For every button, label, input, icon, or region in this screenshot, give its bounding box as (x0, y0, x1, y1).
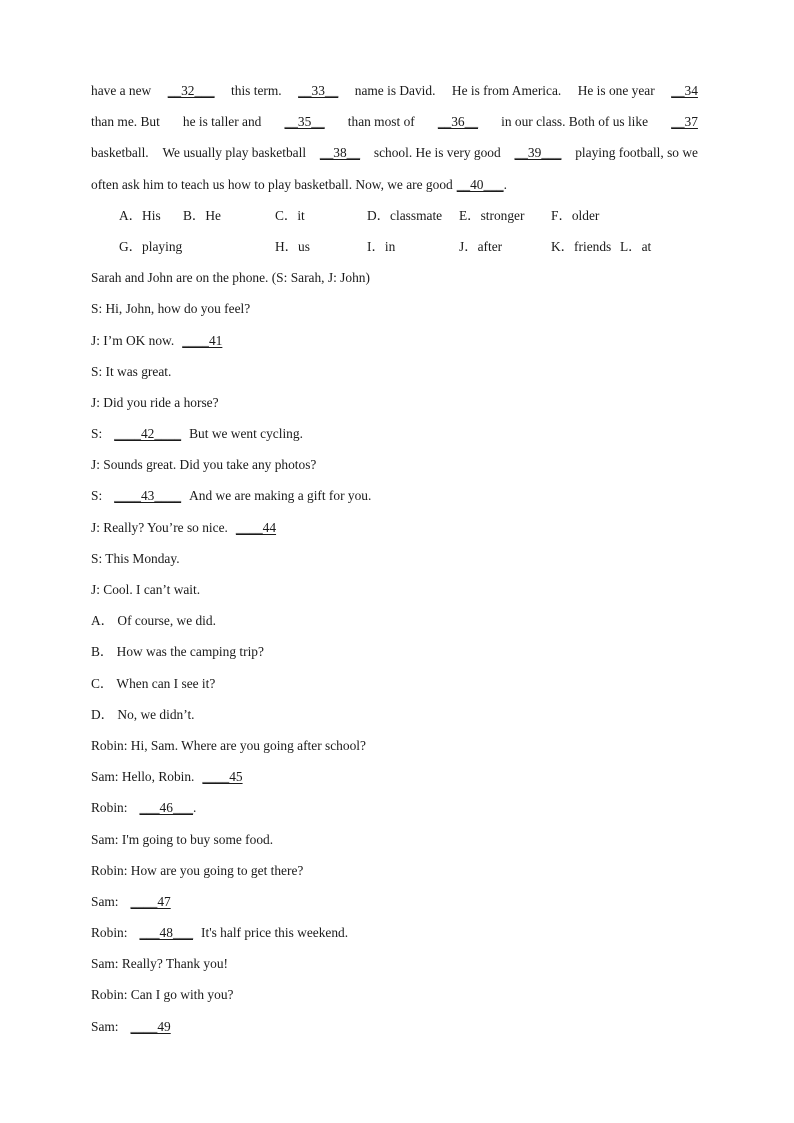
passage-text: than most of (347, 114, 415, 130)
blank-38[interactable]: __38__ (319, 145, 361, 161)
dialog1-line: S: This Monday. (91, 550, 180, 566)
passage-text: . (503, 176, 507, 192)
word-bank-row-1 (91, 207, 698, 238)
blank-36[interactable]: __36__ (437, 114, 479, 130)
dialog1-line: J: Really? You’re so nice. ____44 (91, 519, 277, 535)
dialog1-option-a[interactable]: A． Of course, we did. (91, 613, 216, 629)
dialog1-line: J: Did you ride a horse? (91, 394, 219, 410)
option-i[interactable]: I．in (367, 238, 396, 254)
dialog1-intro: Sarah and John are on the phone. (S: Sarah, J: John) (91, 270, 370, 286)
dialog1-line: J: Cool. I can’t wait. (91, 582, 201, 597)
dialog1-line: S: ____42____ But we went cycling. (91, 426, 303, 442)
passage-line-1 (91, 82, 698, 113)
passage-text: in our class. Both of us like (501, 114, 649, 130)
dialog1-line: S: ____43____ And we are making a gift for you. (91, 488, 372, 504)
option-l[interactable]: L．at (620, 238, 652, 254)
blank-33[interactable]: __33__ (298, 83, 339, 98)
dialog2-line: Robin: Can I go with you? (91, 987, 234, 1003)
dialog2-line: Robin: Hi, Sam. Where are you going after school? (91, 737, 366, 753)
dialog2-line: Robin: ___48___ It's half price this weekend. (91, 925, 349, 941)
option-j[interactable]: J．after (459, 238, 503, 254)
passage-text: than me. But (91, 114, 160, 130)
blank-45[interactable]: ____45 (202, 769, 243, 785)
passage-text: have a new (91, 83, 152, 98)
dialog1-option-c[interactable]: C． When can I see it? (91, 675, 216, 691)
passage-text: school. He is very good (373, 145, 501, 161)
option-c[interactable]: C．it (275, 207, 305, 223)
option-k[interactable]: K．friends (551, 238, 612, 254)
blank-46[interactable]: ___46___ (139, 800, 194, 816)
blank-37[interactable]: __37 (671, 114, 698, 130)
dialog1-line: S: Hi, John, how do you feel? (91, 301, 251, 317)
passage-text: He is from America. (451, 83, 562, 98)
blank-39[interactable]: __39___ (514, 145, 562, 161)
dialog2-line: Sam: I'm going to buy some food. (91, 831, 274, 847)
dialog1-option-d[interactable]: D． No, we didn’t. (91, 706, 195, 722)
dialog2-line: Sam: ____49 (91, 1018, 171, 1034)
passage-text: He is one year (577, 83, 655, 98)
passage-line-4 (91, 176, 698, 207)
passage-text: playing football, so we (575, 145, 698, 161)
option-h[interactable]: H．us (275, 238, 310, 254)
dialog2-line: Robin: ___46___. (91, 800, 197, 816)
blank-43[interactable]: ____43____ (114, 488, 182, 504)
dialog2-line: Sam: Really? Thank you! (91, 956, 228, 972)
blank-35[interactable]: __35__ (284, 114, 325, 130)
blank-42[interactable]: ____42____ (114, 426, 182, 442)
option-g[interactable]: G．playing (119, 238, 183, 254)
dialog1-option-b[interactable]: B． How was the camping trip? (91, 644, 264, 660)
blank-49[interactable]: ____49 (130, 1018, 171, 1034)
blank-44[interactable]: ____44 (235, 519, 277, 535)
option-b[interactable]: B．He (183, 207, 221, 223)
dialog2-line: Robin: How are you going to get there? (91, 862, 304, 878)
option-d[interactable]: D．classmate (367, 207, 443, 223)
dialog1-line: S: It was great. (91, 363, 172, 379)
dialog1-line: J: Sounds great. Did you take any photos? (91, 457, 317, 473)
passage-text: basketball. (91, 145, 149, 161)
passage-text: name is David. (354, 83, 436, 98)
passage-line-3 (91, 144, 698, 175)
blank-40[interactable]: __40___ (456, 176, 504, 192)
blank-41[interactable]: ____41 (182, 332, 223, 348)
blank-32[interactable]: __32___ (167, 83, 215, 98)
passage-text: often ask him to teach us how to play basketball. Now, we are good (91, 176, 453, 192)
dialog2-line: Sam: ____47 (91, 893, 171, 909)
blank-48[interactable]: ___48___ (139, 925, 194, 941)
option-a[interactable]: A．His (119, 207, 161, 223)
passage-text: this term. (231, 83, 282, 98)
word-bank-row-2 (91, 238, 698, 269)
blank-34[interactable]: __34 (671, 83, 698, 98)
option-e[interactable]: E．stronger (459, 207, 525, 223)
blank-47[interactable]: ____47 (130, 893, 171, 909)
dialog1-line: J: I’m OK now. ____41 (91, 332, 223, 348)
worksheet-content (91, 82, 698, 1049)
passage-line-2 (91, 113, 698, 144)
dialog2-line: Sam: Hello, Robin. ____45 (91, 769, 243, 785)
option-f[interactable]: F．older (551, 207, 600, 223)
passage-text: he is taller and (182, 114, 262, 130)
passage-text: We usually play basketball (162, 145, 307, 161)
